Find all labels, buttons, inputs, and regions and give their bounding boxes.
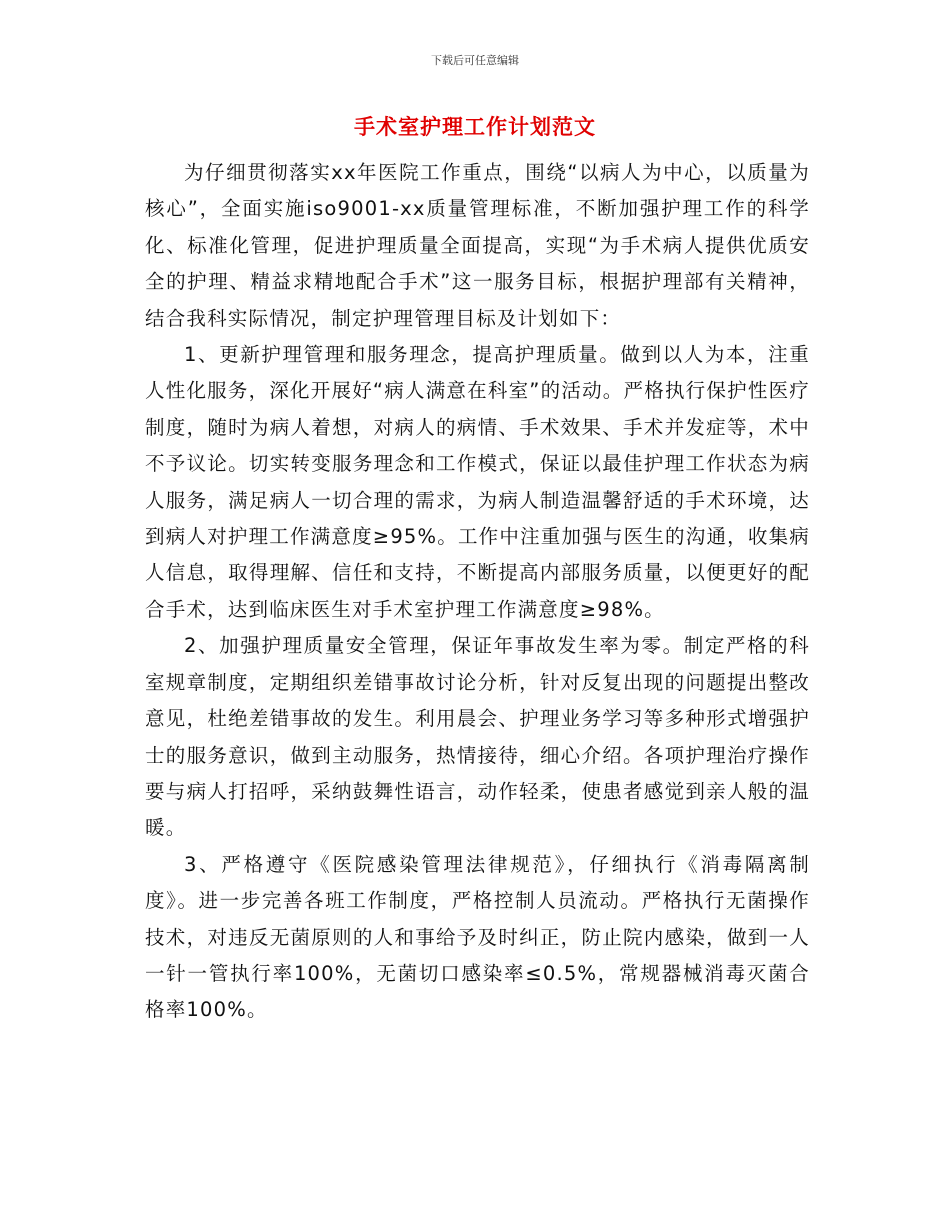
paragraph-item-2: 2、加强护理质量安全管理，保证年事故发生率为零。制定严格的科室规章制度，定期组织差错事故讨论分析，针对反复出现的问题提出整改意见，杜绝差错事故的发生。利用晨会、护理业务学习等多种形式增强护士的服务意识，做到主动服务，热情接待，细心介绍。各项护理治疗操作要与病人打招呼，采纳鼓舞性语言，动作轻柔，使患者感觉到亲人般的温暖。 [145,634,810,840]
document-title: 手术室护理工作计划范文 [354,114,596,139]
document-body [145,155,810,1029]
paragraph-item-1: 1、更新护理管理和服务理念，提高护理质量。做到以人为本，注重人性化服务，深化开展好“病人满意在科室”的活动。严格执行保护性医疗制度，随时为病人着想，对病人的病情、手术效果、手术并发症等，术中不予议论。切实转变服务理念和工作模式，保证以最佳护理工作状态为病人服务，满足病人一切合理的需求，为病人制造温馨舒适的手术环境，达到病人对护理工作满意度≥95%。工作中注重加强与医生的沟通，收集病人信息，取得理解、信任和支持，不断提高内部服务质量，以便更好的配合手术，达到临床医生对手术室护理工作满意度≥98%。 [145,343,810,621]
header-note: 下载后可任意编辑 [431,54,519,67]
paragraph-item-3: 3、严格遵守《医院感染管理法律规范》，仔细执行《消毒隔离制度》。进一步完善各班工作制度，严格控制人员流动。严格执行无菌操作技术，对违反无菌原则的人和事给予及时纠正，防止院内感染，做到一人一针一管执行率100%，无菌切口感染率≤0.5%，常规器械消毒灭菌合格率100%。 [145,852,810,1022]
paragraph-intro: 为仔细贯彻落实xx年医院工作重点，围绕“以病人为中心，以质量为核心”，全面实施iso9001-xx质量管理标准，不断加强护理工作的科学化、标准化管理，促进护理质量全面提高，实现“为手术病人提供优质安全的护理、精益求精地配合手术”这一服务目标，根据护理部有关精神，结合我科实际情况，制定护理管理目标及计划如下： [145,161,810,330]
